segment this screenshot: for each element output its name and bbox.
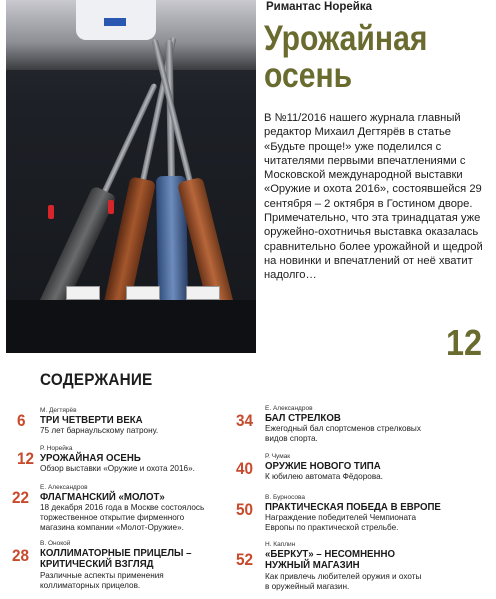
contents-entry[interactable] — [12, 484, 237, 534]
article-title — [264, 20, 427, 94]
contents-entry[interactable] — [12, 540, 237, 590]
photo-price-tag — [48, 205, 54, 219]
photo-info-card — [186, 286, 220, 300]
entry-description: Обзор выставки «Оружие и охота 2016». — [40, 464, 195, 473]
entry-title: БАЛ СТРЕЛКОВ — [265, 412, 341, 424]
entry-description: коллиматорных прицелов. — [40, 581, 141, 590]
entry-description: торжественное открытие фирменного — [40, 513, 185, 522]
entry-description: Различные аспекты применения — [40, 571, 164, 580]
entry-description: Ежегодный бал спортсменов стрелковых — [265, 424, 421, 433]
entry-title: «БЕРКУТ» – НЕСОМНЕННО — [265, 548, 395, 560]
contents-entry[interactable] — [17, 407, 232, 437]
article-author: Римантас Норейка — [266, 1, 373, 13]
entry-title: ПРАКТИЧЕСКАЯ ПОБЕДА В ЕВРОПЕ — [265, 501, 441, 513]
entry-description: в оружейный магазин. — [265, 582, 350, 591]
photo-price-tag — [108, 200, 114, 214]
entry-author: Р. Чумак — [265, 453, 291, 460]
entry-description: К юбилею автомата Фёдорова. — [265, 472, 383, 481]
entry-page-number: 50 — [236, 500, 254, 519]
article-photo — [6, 0, 256, 353]
contents-entry[interactable] — [17, 445, 232, 475]
photo-info-card — [126, 286, 160, 300]
entry-description: 75 лет барнаульскому патрону. — [40, 426, 159, 435]
entry-author: В. Онокой — [40, 540, 71, 547]
entry-page-number: 34 — [236, 411, 254, 430]
entry-title: ФЛАГМАНСКИЙ «МОЛОТ» — [40, 491, 165, 503]
entry-description: магазина компании «Молот-Оружие». — [40, 523, 184, 532]
entry-page-number: 6 — [17, 411, 26, 430]
entry-author: Е. Александров — [265, 405, 313, 412]
entry-title-line-2: КРИТИЧЕСКИЙ ВЗГЛЯД — [40, 558, 154, 570]
entry-page-number: 40 — [236, 459, 254, 478]
entry-title: ОРУЖИЕ НОВОГО ТИПА — [265, 460, 381, 472]
entry-description: Как привлечь любителей оружия и охоты — [265, 572, 422, 581]
contents-entry[interactable] — [236, 541, 491, 593]
entry-page-number: 12 — [17, 449, 35, 468]
entry-description: Европы по практической стрельбе. — [265, 523, 399, 532]
entry-title-line-2: НУЖНЫЙ МАГАЗИН — [265, 559, 360, 571]
entry-author: В. Бурносова — [265, 494, 305, 501]
photo-info-card — [66, 286, 100, 300]
contents-heading: СОДЕРЖАНИЕ — [40, 370, 153, 389]
entry-author: Н. Каплин — [265, 541, 296, 548]
entry-page-number: 22 — [12, 488, 30, 507]
entry-author: М. Дегтярёв — [40, 407, 77, 414]
entry-description: Награждение победителей Чемпионата — [265, 513, 417, 522]
entry-page-number: 28 — [12, 546, 30, 565]
entry-description: 18 декабря 2016 года в Москве состоялось — [40, 503, 205, 512]
contents-entry[interactable] — [236, 494, 491, 534]
entry-title: ТРИ ЧЕТВЕРТИ ВЕКА — [40, 414, 143, 426]
entry-author: Е. Александров — [40, 484, 88, 491]
entry-author: Р. Норейка — [40, 445, 73, 452]
photo-display-stand — [6, 300, 256, 353]
article-page-number: 12 — [446, 322, 483, 363]
contents-entry[interactable] — [236, 405, 491, 445]
article-intro: В №11/2016 нашего журнала главный редактор Михаил Дегтярёв в статье «Будьте проще!» уже поделился с читателями первыми впечатлениями с Московской международной выставки «Оружие и охота 2016», состоявшейся 29 сентября – 2 октября в Гостином дворе. Примечательно, что эта тринадцатая уже оружейно-охотничья выставка оказалась сравнительно более урожайной и щедрой на новинки и впечатлений от неё хватит надолго… — [264, 112, 483, 282]
article-title-line-1: Урожайная — [264, 19, 428, 58]
photo-shirt-logo — [104, 18, 126, 26]
entry-title: КОЛЛИМАТОРНЫЕ ПРИЦЕЛЫ – — [40, 547, 192, 559]
entry-page-number: 52 — [236, 550, 254, 569]
entry-description: видов спорта. — [265, 434, 318, 443]
contents-entry[interactable] — [236, 453, 491, 483]
article-title-line-2: осень — [264, 56, 353, 95]
entry-title: УРОЖАЙНАЯ ОСЕНЬ — [40, 452, 141, 464]
